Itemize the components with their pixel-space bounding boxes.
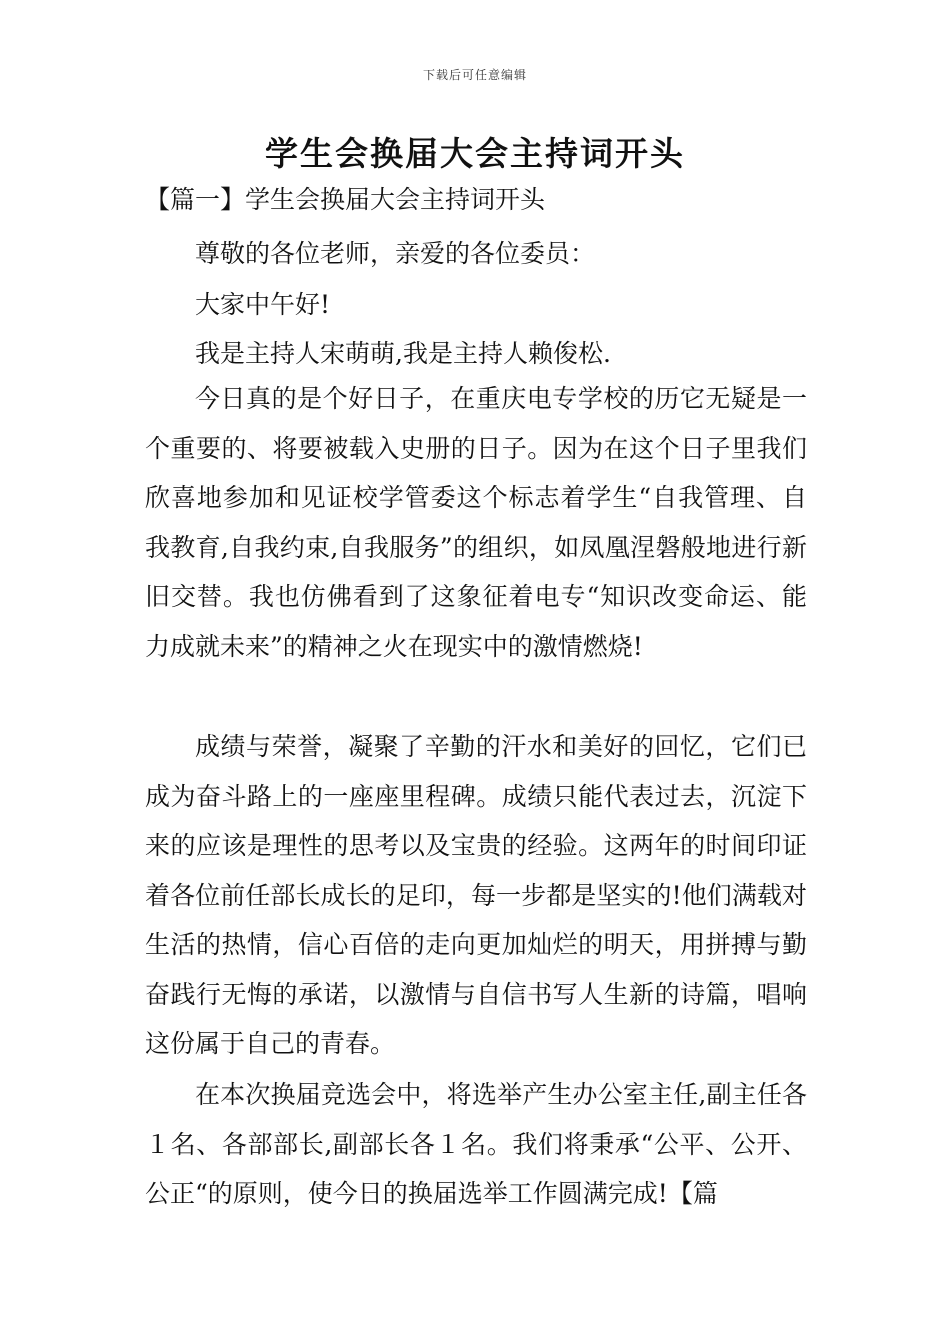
document-title: 学生会换届大会主持词开头 — [265, 134, 685, 173]
header-note: 下载后可任意编辑 — [422, 68, 527, 82]
paragraph-host-intro: 我是主持人宋萌萌,我是主持人赖俊松. — [195, 339, 611, 368]
section-heading: 【篇一】学生会换届大会主持词开头 — [145, 185, 546, 214]
paragraph-body: 在本次换届竞选会中，将选举产生办公室主任,副主任各１名、各部部长,副部长各１名。我们将秉承“公平、公开、公正“的原则，使今日的换届选举工作圆满完成!【篇 — [145, 1080, 807, 1208]
paragraph-body: 成绩与荣誉，凝聚了辛勤的汗水和美好的回忆，它们已成为奋斗路上的一座座里程碑。成绩只能代表过去，沉淀下来的应该是理性的思考以及宝贵的经验。这两年的时间印证着各位前任部长成长的足印，每一步都是坚实的!他们满载对生活的热情，信心百倍的走向更加灿烂的明天，用拼搏与勤奋践行无悔的承诺，以激情与自信书写人生新的诗篇，唱响这份属于自己的青春。 — [145, 732, 807, 1058]
paragraph-body: 今日真的是个好日子，在重庆电专学校的历它无疑是一个重要的、将要被载入史册的日子。因为在这个日子里我们欣喜地参加和见证校学管委这个标志着学生“自我管理、自我教育,自我约束,自我服务”的组织，如凤凰涅磐般地进行新旧交替。我也仿佛看到了这象征着电专“知识改变命运、能力成就未来”的精神之火在现实中的激情燃烧! — [145, 384, 807, 661]
paragraph-salutation: 大家中午好! — [195, 290, 331, 319]
paragraph-greeting: 尊敬的各位老师，亲爱的各位委员： — [195, 239, 596, 268]
